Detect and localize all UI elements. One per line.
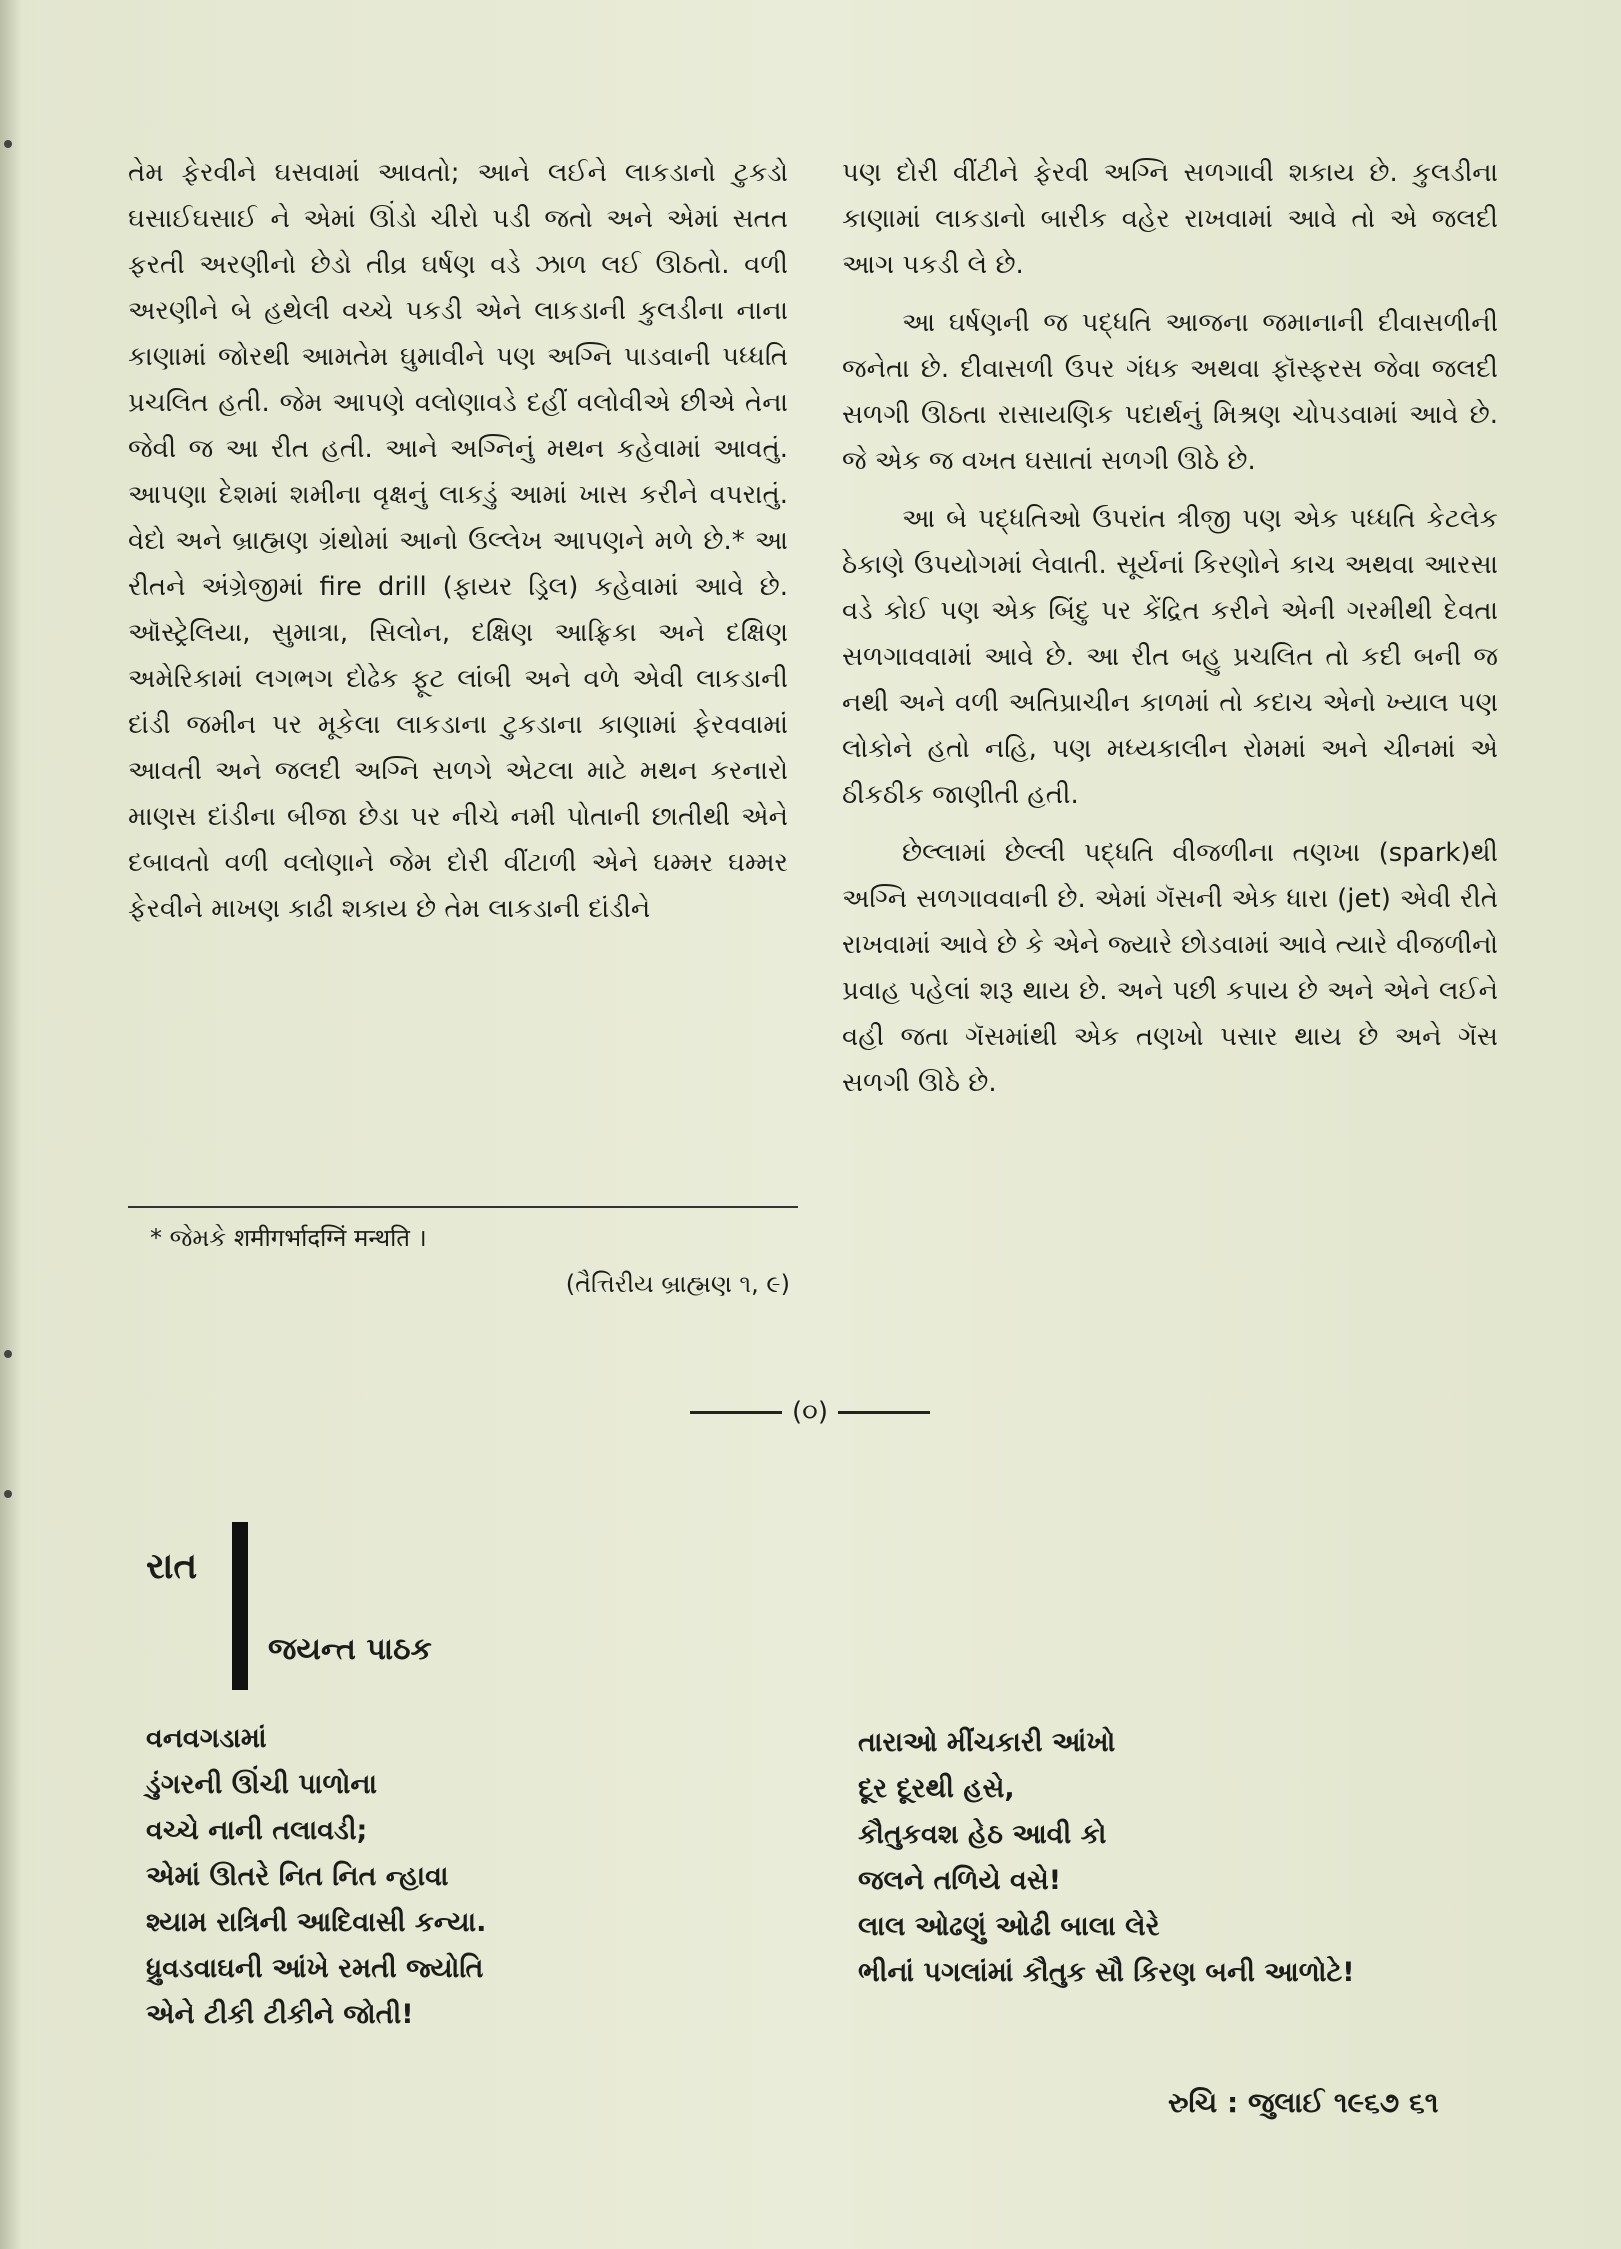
poem-stanza-left (146, 1716, 706, 2038)
poem-line: એમાં ઊતરે નિત નિત ન્હાવા (146, 1861, 449, 1892)
article-paragraph: છેલ્લામાં છેલ્લી પદ્ધતિ વીજળીના તણખા (spark)થી અગ્નિ સળગાવવાની છે. એમાં ગૅસની એક ધારા (jet) એવી રીતે રાખવામાં આવે છે કે એને જ્યારે છોડવામાં આવે ત્યારે વીજળીનો પ્રવાહ પહેલાં શરૂ થાય છે. અને પછી કપાય છે અને એને લઈને વહી જતા ગૅસમાંથી એક તણખો પસાર થાય છે અને ગૅસ સળગી ઊઠે છે. (842, 838, 1498, 1098)
poem-line: લાલ ઓઢણું ઓઢી બાલા લેરે (858, 1911, 1160, 1942)
title-bar-decoration (232, 1522, 248, 1690)
poem-stanza-right (858, 1720, 1538, 1996)
binding-edge-shadow (0, 0, 22, 2249)
footnote (150, 1218, 790, 1304)
right-article-column (842, 150, 1498, 1106)
divider-mark: (૦) (792, 1396, 828, 1427)
poem-line: દૂર દૂરથી હસે, (858, 1773, 1015, 1804)
poem-line: વનવગડામાં (146, 1723, 267, 1754)
poem-line: ભીનાં પગલાંમાં કૌતુક સૌ કિરણ બની આળોટે! (858, 1957, 1355, 1988)
binding-hole (4, 1350, 12, 1358)
divider-line (690, 1411, 782, 1414)
poem-line: ધ્રુવડવાઘની આંખે રમતી જ્યોતિ (146, 1953, 484, 1984)
binding-hole (4, 1490, 12, 1498)
article-paragraph: પણ દોરી વીંટીને ફેરવી અગ્નિ સળગાવી શકાય છે. કુલડીના કાણામાં લાકડાનો બારીક વહેર રાખવામાં આવે તો એ જલદી આગ પકડી લે છે. (842, 158, 1498, 280)
poem-line: કૌતુકવશ હેઠ આવી કો (858, 1819, 1107, 1850)
section-divider (690, 1392, 930, 1432)
footnote-rule (128, 1206, 798, 1208)
divider-line (838, 1411, 930, 1414)
poem-line: વચ્ચે નાની તલાવડી; (146, 1815, 368, 1846)
article-paragraph: આ બે પદ્ધતિઓ ઉપરાંત ત્રીજી પણ એક પધ્ધતિ કેટલેક ઠેકાણે ઉપયોગમાં લેવાતી. સૂર્યનાં કિરણોને કાચ અથવા આરસા વડે કોઈ પણ એક બિંદુ પર કેંદ્રિત કરીને એની ગરમીથી દેવતા સળગાવવામાં આવે છે. આ રીત બહુ પ્રચલિત તો કદી બની જ નથી અને વળી અતિપ્રાચીન કાળમાં તો કદાચ એનો ખ્યાલ પણ લોકોને હતો નહિ, પણ મધ્યકાલીન રોમમાં અને ચીનમાં એ ઠીકઠીક જાણીતી હતી. (842, 504, 1498, 810)
poem-line: ડુંગરની ઊંચી પાળોના (146, 1769, 378, 1800)
binding-hole (4, 140, 12, 148)
poem-author: જયન્ત પાઠક (268, 1632, 432, 1667)
poem-line: તારાઓ મીંચકારી આંખો (858, 1727, 1116, 1758)
article-paragraph: તેમ ફેરવીને ઘસવામાં આવતો; આને લઈને લાકડાનો ટુકડો ઘસાઈઘસાઈ ને એમાં ઊંડો ચીરો પડી જતો અને એમાં સતત ફરતી અરણીનો છેડો તીવ્ર ઘર્ષણ વડે ઝાળ લઈ ઊઠતો. વળી અરણીને બે હથેલી વચ્ચે પકડી એને લાકડાની કુલડીના નાના કાણામાં જોરથી આમતેમ ઘુમાવીને પણ અગ્નિ પાડવાની પધ્ધતિ પ્રચલિત હતી. જેમ આપણે વલોણાવડે દહીં વલોવીએ છીએ તેના જેવી જ આ રીત હતી. આને અગ્નિનું મથન કહેવામાં આવતું. આપણા દેશમાં શમીના વૃક્ષનું લાકડું આમાં ખાસ કરીને વપરાતું. વેદો અને બ્રાહ્મણ ગ્રંથોમાં આનો ઉલ્લેખ આપણને મળે છે.* આ રીતને અંગ્રેજીમાં fire drill (ફાયર ડ્રિલ) કહેવામાં આવે છે. ઑસ્ટ્રેલિયા, સુમાત્રા, સિલોન, દક્ષિણ આફ્રિકા અને દક્ષિણ અમેરિકામાં લગભગ દોઢેક ફૂટ લાંબી અને વળે એવી લાકડાની દાંડી જમીન પર મૂકેલા લાકડાના ટુકડાના કાણામાં ફેરવવામાં આવતી અને જલદી અગ્નિ સળગે એટલા માટે મથન કરનારો માણસ દાંડીના બીજા છેડા પર નીચે નમી પોતાની છાતીથી એને દબાવતો વળી વલોણાને જેમ દોરી વીંટાળી એને ઘમ્મર ઘમ્મર ફેરવીને માખણ કાઢી શકાય છે તેમ લાકડાની દાંડીને (128, 158, 788, 924)
poem-line: જલને તળિયે વસે! (858, 1865, 1062, 1896)
poem-line: એને ટીકી ટીકીને જોતી! (146, 1999, 414, 2030)
article-paragraph: આ ઘર્ષણની જ પદ્ધતિ આજના જમાનાની દીવાસળીની જનેતા છે. દીવાસળી ઉપર ગંધક અથવા ફૉસ્ફરસ જેવા જલદી સળગી ઊઠતા રાસાયણિક પદાર્થનું મિશ્રણ ચોપડવામાં આવે છે. જે એક જ વખત ઘસાતાં સળગી ઊઠે છે. (842, 308, 1498, 476)
left-article-column (128, 150, 788, 932)
poem-title: રાત (146, 1546, 198, 1587)
footnote-source: (તૈત્તિરીય બ્રાહ્મણ ૧, ૯) (565, 1270, 790, 1298)
footnote-text: * જેમકે शमीगर्भादग्निं मन्थति । (150, 1224, 427, 1252)
page-footer: રુચિ : જુલાઈ ૧૯૬૭ ૬૧ (1168, 2086, 1439, 2119)
poem-line: શ્યામ રાત્રિની આદિવાસી કન્યા. (146, 1907, 487, 1938)
